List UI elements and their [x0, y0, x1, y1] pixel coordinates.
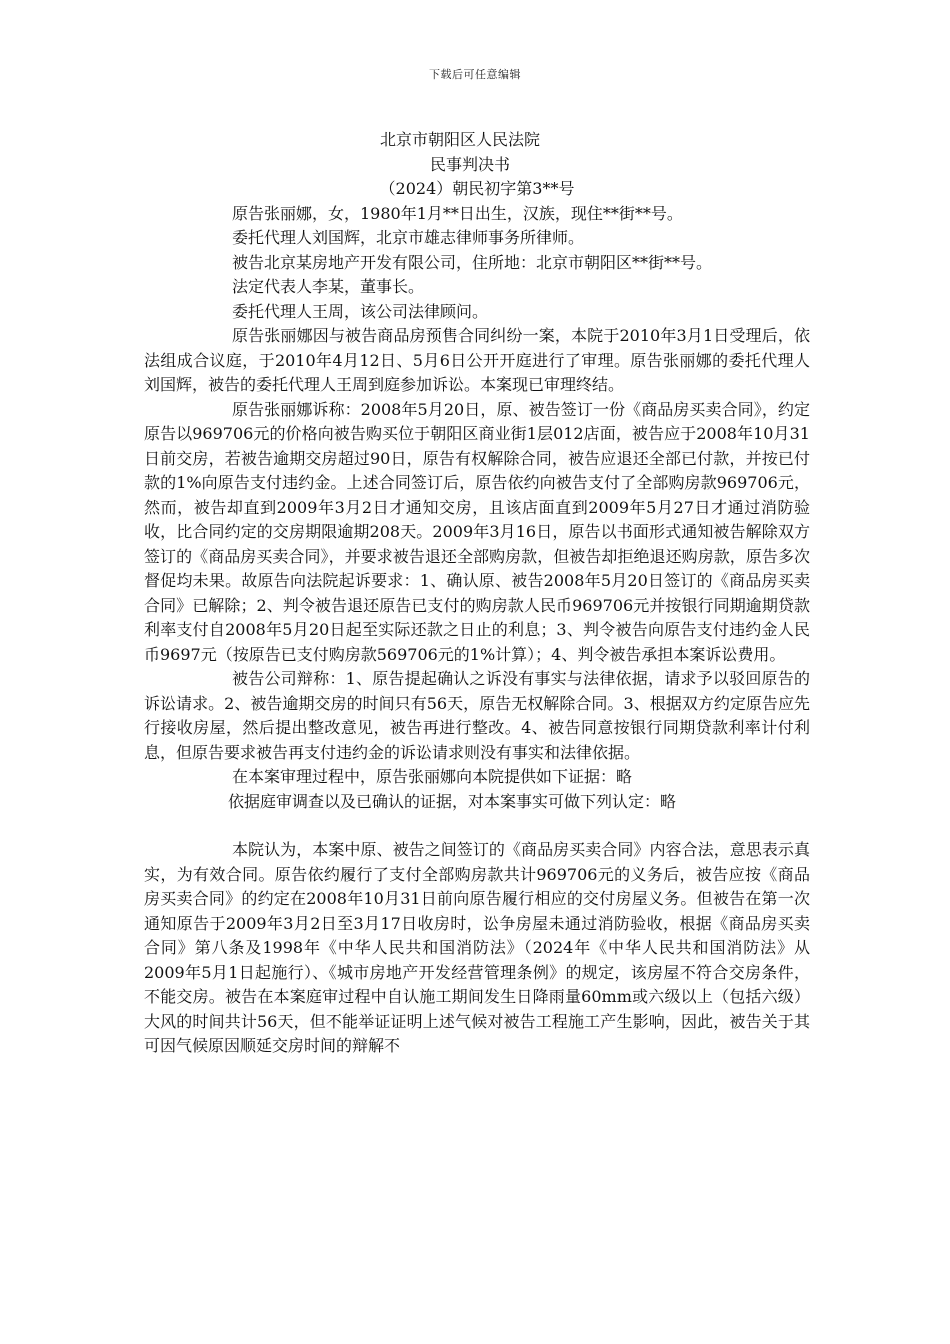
header-note: 下载后可任意编辑: [429, 68, 521, 81]
party-plaintiff-agent: 委托代理人刘国辉，北京市雄志律师事务所律师。: [232, 228, 585, 247]
document-type: 民事判决书: [429, 154, 510, 174]
judgment-document: [144, 128, 810, 1059]
court-opinion-paragraph: 本院认为，本案中原、被告之间签订的《商品房买卖合同》内容合法，意思表示真实，为有效合同。原告依约履行了支付全部购房款共计969706元的义务后，被告应按《商品房买卖合同》的约定在2008年10月31日前向原告履行相应的交付房屋义务。但被告在第一次通知原告于2009年3月2日至3月17日收房时，讼争房屋未通过消防验收，根据《商品房买卖合同》第八条及1998年《中华人民共和国消防法》（2024年《中华人民共和国消防法》从2009年5月1日起施行）、《城市房地产开发经营管理条例》的规定，该房屋不符合交房条件，不能交房。被告在本案庭审过程中自认施工期间发生日降雨量60mm或六级以上（包括六级）大风的时间共计56天，但不能举证证明上述气候对被告工程施工产生影响，因此，被告关于其可因气候原因顺延交房时间的辩解不: [144, 840, 810, 1055]
party-plaintiff: 原告张丽娜，女，1980年1月**日出生，汉族，现住**街**号。: [232, 203, 683, 223]
evidence-line: 在本案审理过程中，原告张丽娜向本院提供如下证据：略: [232, 767, 633, 786]
case-number: （2024）朝民初字第3**号: [379, 179, 575, 198]
facts-line: 依据庭审调查以及已确认的证据，对本案事实可做下列认定：略: [228, 791, 677, 811]
blank-line: [144, 814, 810, 838]
case-intro-paragraph: 原告张丽娜因与被告商品房预售合同纠纷一案，本院于2010年3月1日受理后，依法组成合议庭，于2010年4月12日、5月6日公开开庭进行了审理。原告张丽娜的委托代理人刘国辉，被告的委托代理人王周到庭参加诉讼。本案现已审理终结。: [144, 326, 810, 394]
party-defendant: 被告北京某房地产开发有限公司，住所地：北京市朝阳区**街**号。: [232, 252, 713, 272]
court-name: 北京市朝阳区人民法院: [379, 130, 540, 149]
party-defendant-agent: 委托代理人王周，该公司法律顾问。: [232, 301, 489, 321]
defendant-defense-paragraph: 被告公司辩称：1、原告提起确认之诉没有事实与法律依据，请求予以驳回原告的诉讼请求。2、被告逾期交房的时间只有56天，原告无权解除合同。3、根据双方约定原告应先行接收房屋，然后提出整改意见，被告再进行整改。4、被告同意按银行同期贷款利率计付利息，但原告要求被告再支付违约金的诉讼请求则没有事实和法律依据。: [144, 669, 810, 762]
plaintiff-claim-paragraph: 原告张丽娜诉称：2008年5月20日，原、被告签订一份《商品房买卖合同》，约定原告以969706元的价格向被告购买位于朝阳区商业街1层012店面，被告应于2008年10月31日前交房，若被告逾期交房超过90日，原告有权解除合同，被告应退还全部已付款，并按已付款的1%向原告支付违约金。上述合同签订后，原告依约向被告支付了全部购房款969706元，然而，被告却直到2009年3月2日才通知交房，且该店面直到2009年5月27日才通过消防验收，比合同约定的交房期限逾期208天。2009年3月16日，原告以书面形式通知被告解除双方签订的《商品房买卖合同》，并要求被告退还全部购房款，但被告却拒绝退还购房款，原告多次督促均未果。故原告向法院起诉要求：1、确认原、被告2008年5月20日签订的《商品房买卖合同》已解除；2、判令被告退还原告已支付的购房款人民币969706元并按银行同期逾期贷款利率支付自2008年5月20日起至实际还款之日止的利息；3、判令被告向原告支付违约金人民币9697元（按原告已支付购房款569706元的1%计算）；4、判令被告承担本案诉讼费用。: [144, 399, 810, 664]
party-defendant-representative: 法定代表人李某，董事长。: [232, 277, 425, 296]
